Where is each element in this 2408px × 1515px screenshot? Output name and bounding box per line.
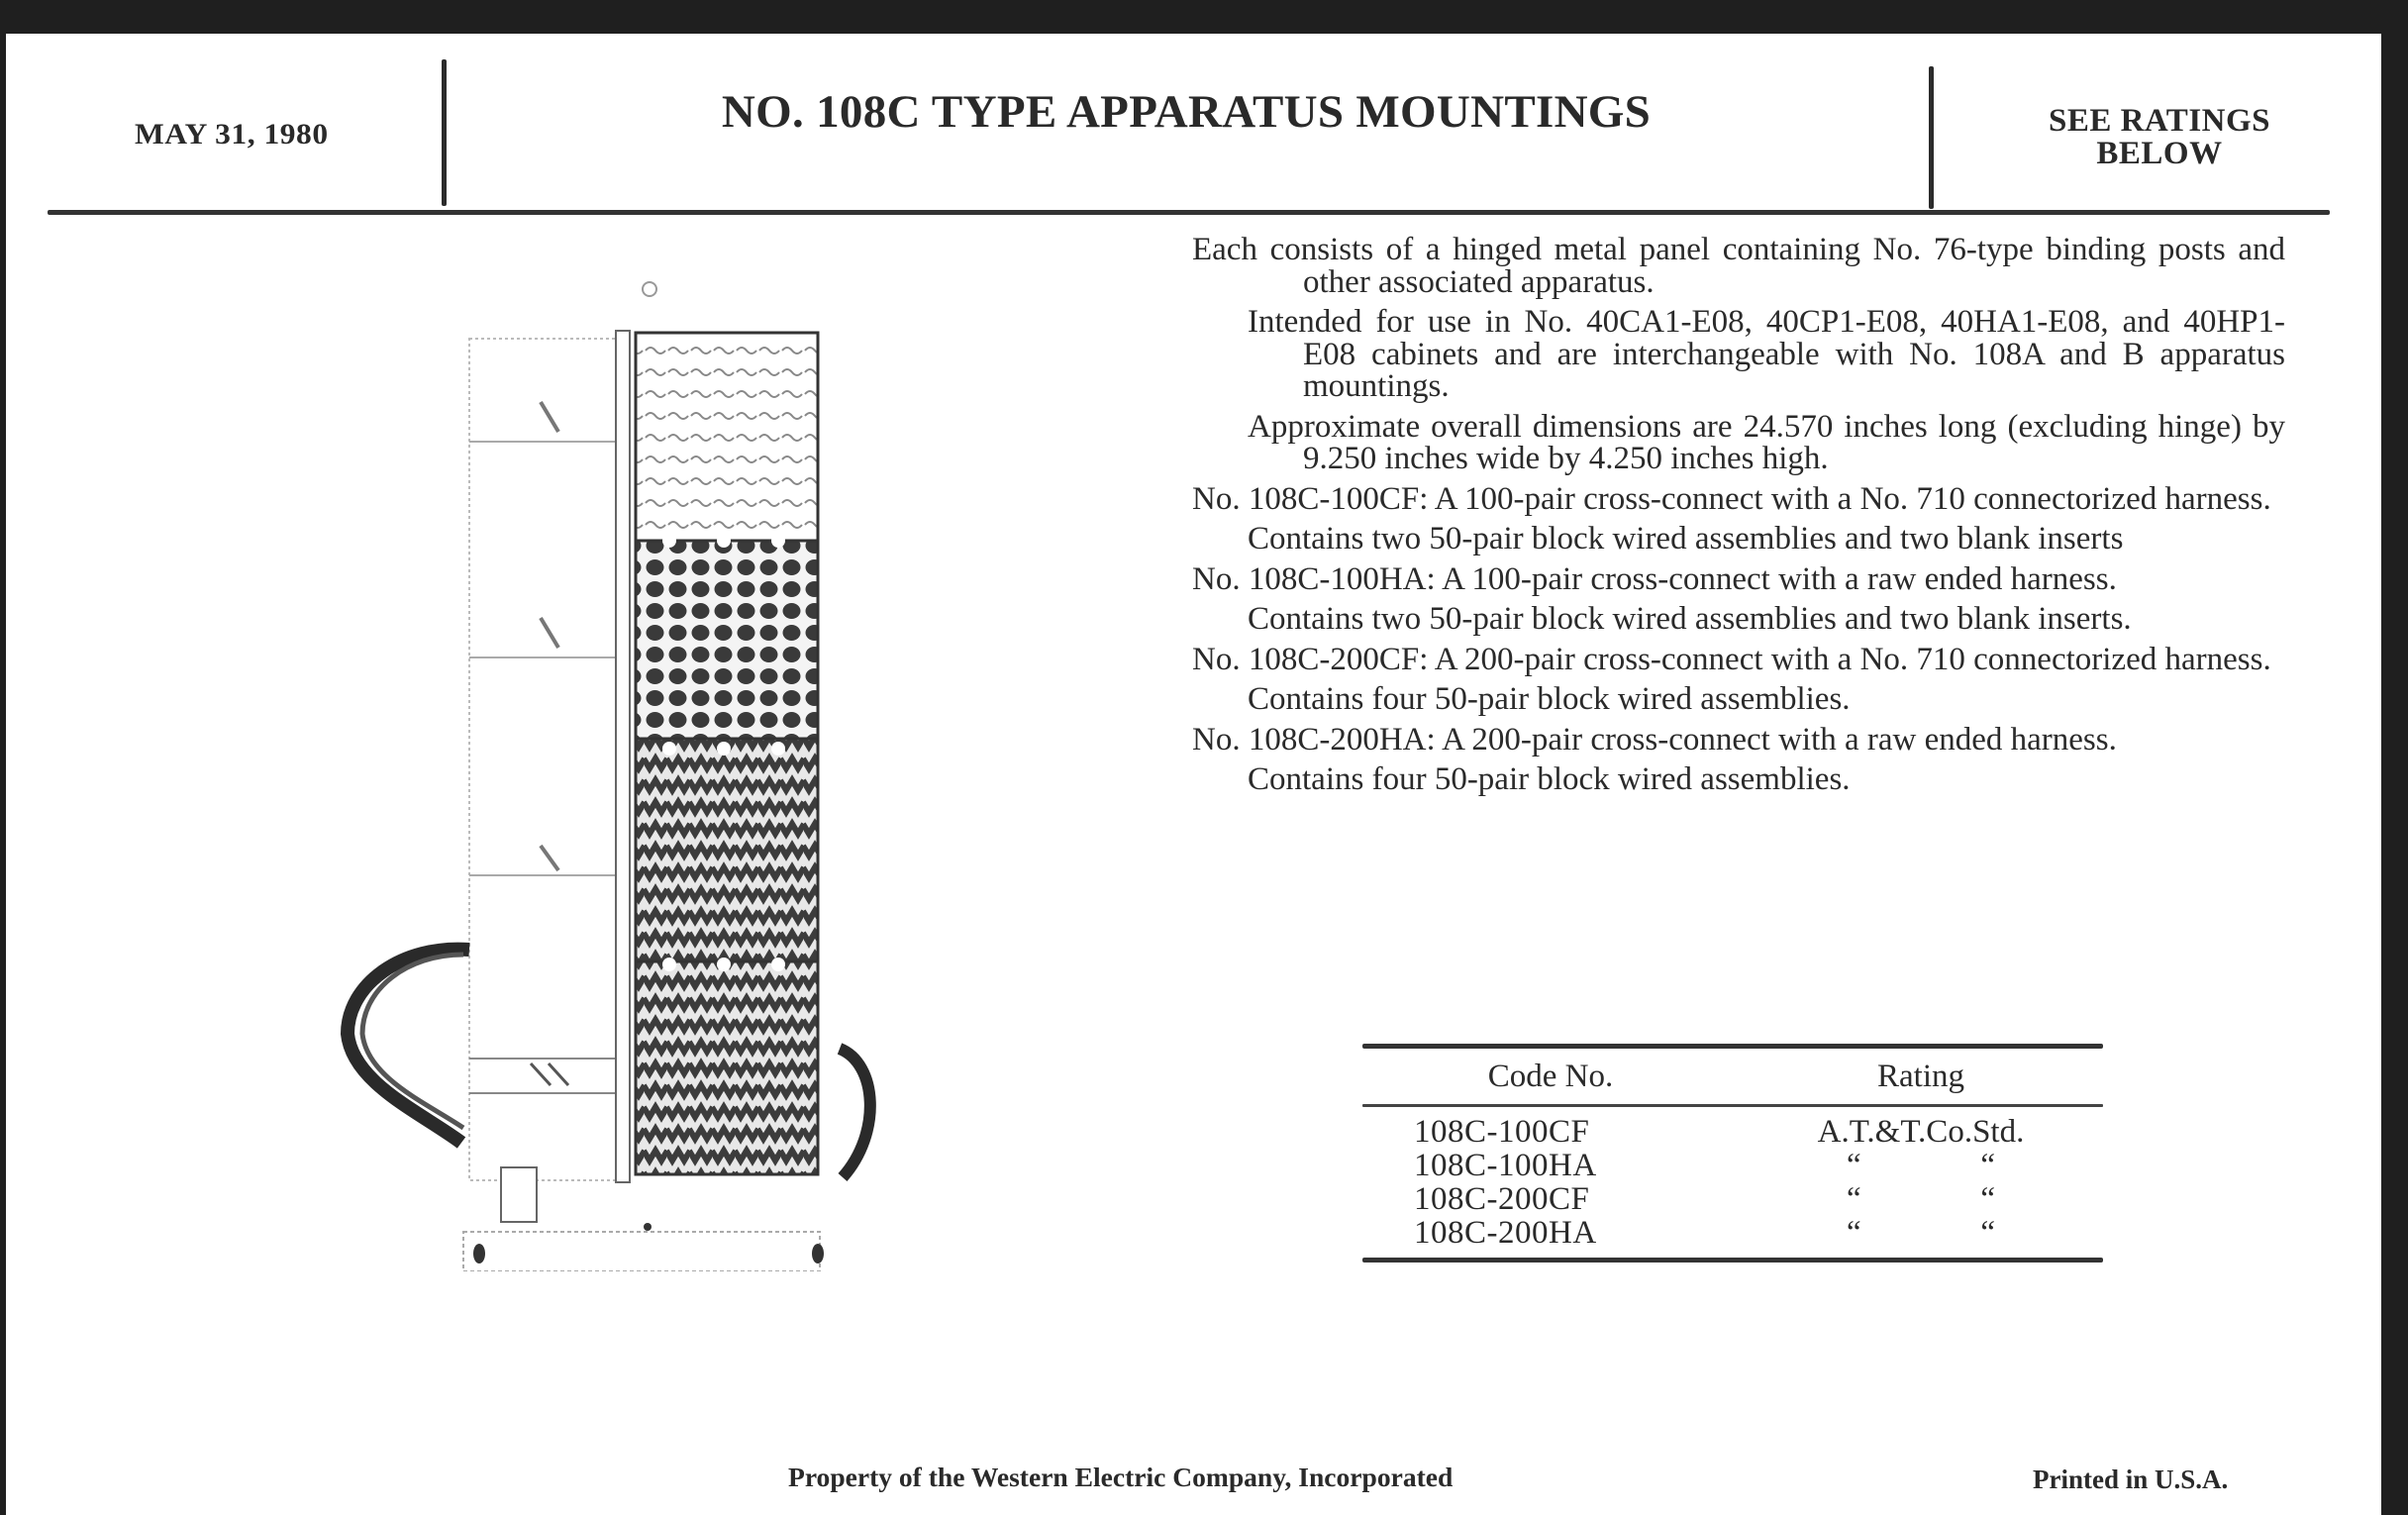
printed-in-notice: Printed in U.S.A. [2033,1464,2229,1494]
column-header-code: Code No. [1487,1058,1614,1094]
ditto-mark: “ [1847,1148,1861,1183]
ratings-table [1362,1044,2103,1262]
ditto-mark: “ [1847,1215,1861,1251]
rating-cell [1739,1149,2103,1182]
header-divider-right [1929,66,1934,209]
paragraph-108c-200cf-contents: Contains four 50-pair block wired assemblies. [1248,681,1851,717]
paragraph-108c-100ha: No. 108C-100HA: A 100-pair cross-connect with a raw ended harness. [1192,560,2117,597]
paragraph-108c-100cf-contents: Contains two 50-pair block wired assemblies and two blank inserts [1248,521,2124,556]
property-notice: Property of the Western Electric Company, Incorporated [788,1463,1454,1492]
paragraph-108c-200cf: No. 108C-200CF: A 200-pair cross-connect with a No. 710 connectorized harness. [1192,641,2271,677]
paragraph-108c-200ha-contents: Contains four 50-pair block wired assemblies. [1248,761,1851,797]
table-row [1362,1115,2103,1149]
table-row [1362,1182,2103,1216]
code-cell: 108C-100HA [1414,1148,1597,1183]
header-rule [48,210,2330,215]
paragraph-dimensions: Approximate overall dimensions are 24.570 inches long (excluding hinge) by 9.250 inches wide by 4.250 inches high. [1248,408,2285,476]
ratings-note-line1: SEE RATINGS [2048,103,2271,139]
code-cell: 108C-100CF [1414,1114,1590,1150]
issue-date: MAY 31, 1980 [135,118,329,151]
ditto-mark: “ [1980,1181,1995,1217]
catalog-sheet [6,34,2381,1515]
paragraph-108c-100cf: No. 108C-100CF: A 100-pair cross-connect with a No. 710 connectorized harness. [1192,480,2271,517]
ditto-mark: “ [1847,1181,1861,1217]
table-row [1362,1216,2103,1250]
rating-cell [1739,1182,2103,1216]
paragraph-108c-200ha: No. 108C-200HA: A 200-pair cross-connect with a raw ended harness. [1192,721,2117,758]
table-header-row [1362,1049,2103,1104]
table-body [1362,1107,2103,1258]
column-header-rating: Rating [1877,1058,1964,1094]
description-text [1192,234,2285,796]
paragraph-108c-100ha-contents: Contains two 50-pair block wired assemblies and two blank inserts. [1248,601,2132,637]
table-bottom-rule [1362,1258,2103,1262]
rating-cell: A.T.&T.Co.Std. [1817,1114,2025,1150]
paragraph-general: Each consists of a hinged metal panel containing No. 76-type binding posts and other associated apparatus. [1192,232,2285,300]
page-title: NO. 108C TYPE APPARATUS MOUNTINGS [721,86,1652,138]
code-cell: 108C-200CF [1414,1181,1590,1217]
ditto-mark: “ [1980,1215,1995,1251]
ratings-note [1937,105,2382,170]
ditto-mark: “ [1980,1148,1995,1183]
paragraph-usage: Intended for use in No. 40CA1-E08, 40CP1-E08, 40HA1-E08, and 40HP1-E08 cabinets and are interchangeable with No. 108A and B apparatus mountings. [1248,304,2285,404]
table-row [1362,1149,2103,1182]
rating-cell [1739,1216,2103,1250]
ratings-note-line2: BELOW [2096,136,2223,171]
code-cell: 108C-200HA [1414,1215,1597,1251]
product-photo [333,242,927,1271]
